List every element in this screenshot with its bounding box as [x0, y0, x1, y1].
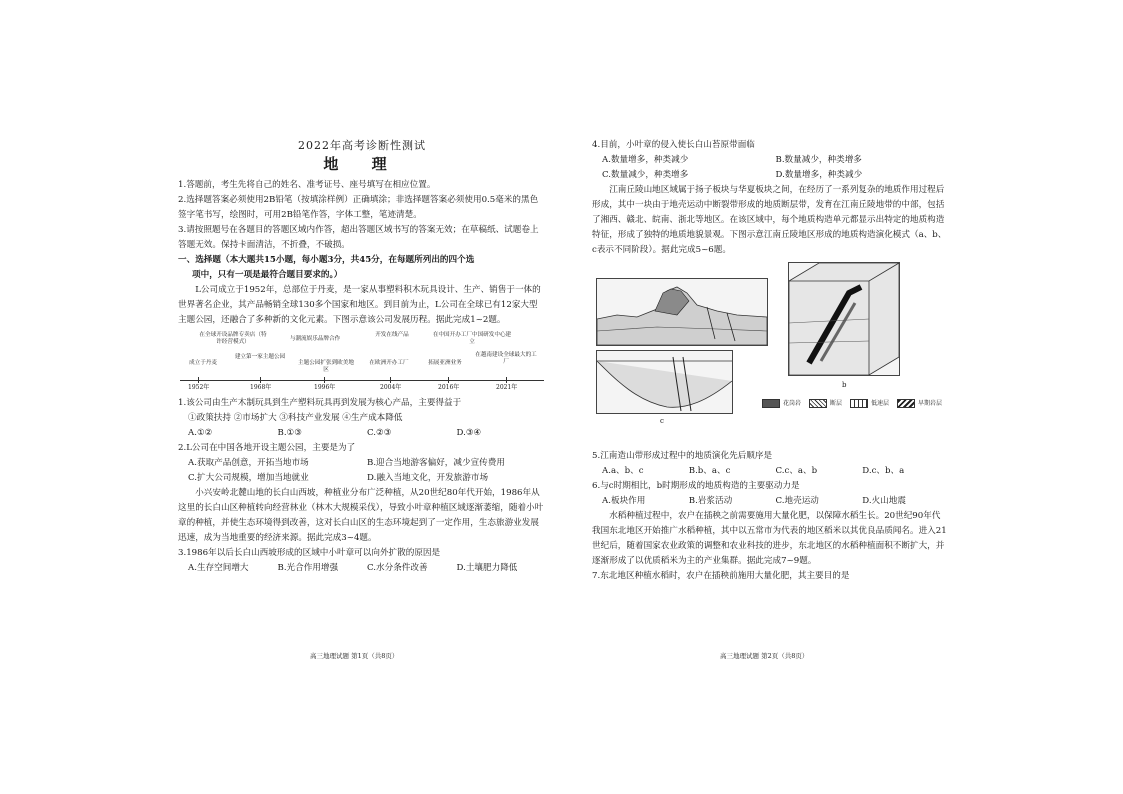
option-d: D.火山地震	[862, 496, 906, 506]
question-4-stem: 4.目前，小叶章的侵入使长白山苔原带面临	[592, 140, 755, 150]
passage-4: 水稻种植过程中，农户在插秧之前需要施用大量化肥，以保障水稻生长。20世纪90年代我国东北地区开始推广水稻种植，其中以五常市为代表的地区稻米以其优良品质闻名。进入21世纪后，随着国家农业政策的调整和农业科技的进步，东北地区的水稻种植面积不断扩大，并逐渐形成了以优质稻米为主的产业集群。据此完成7~9题。	[592, 511, 947, 566]
question-3-stem: 3.1986年以后长白山西坡形成的区域中小叶章可以向外扩散的原因是	[178, 548, 441, 558]
question-6-stem: 6.与c时期相比，b时期形成的地质构造的主要驱动力是	[592, 481, 800, 491]
option-c: C.②③	[367, 428, 392, 438]
company-timeline	[178, 332, 546, 394]
figure-panel-b	[788, 262, 900, 376]
figure-label-b: b	[842, 381, 847, 389]
question-2-stem: 2.L公司在中国各地开设主题公园，主要是为了	[178, 443, 356, 453]
instruction-1: 1.答题前，考生先将自己的姓名、准考证号、座号填写在相应位置。	[178, 180, 436, 190]
timeline-year: 2016年	[438, 384, 460, 391]
figure-a-drawing	[597, 279, 767, 345]
figure-b-drawing	[789, 263, 899, 375]
option-b: B.①③	[277, 428, 302, 438]
legend-swatch	[850, 399, 868, 408]
option-d: D.③④	[456, 428, 482, 438]
legend-item: 花岗岩	[762, 396, 801, 411]
timeline-top-event: 在全球开设品牌专卖店（特许经营模式）	[199, 332, 267, 345]
figure-c-drawing	[597, 351, 732, 413]
option-a: A.数量增多，种类减少	[602, 155, 689, 165]
legend-swatch	[809, 399, 827, 408]
legend-swatch	[897, 399, 915, 408]
option-c: C.数量减少，种类增多	[602, 170, 689, 180]
timeline-year: 1952年	[188, 384, 210, 391]
question-3-options	[178, 561, 546, 576]
timeline-mid-event: 在越南建设全球最大的工厂	[475, 352, 537, 365]
exam-title: 2022年高考诊断性测试	[298, 139, 426, 152]
option-c: C.水分条件改善	[367, 563, 428, 573]
timeline-mid-event: 在欧洲开办工厂	[369, 360, 409, 366]
timeline-mid-event: 拓展亚洲业务	[428, 360, 462, 366]
option-a: A.获取产品创意，开拓当地市场	[188, 458, 309, 468]
timeline-year: 1968年	[250, 384, 272, 391]
timeline-mid-event: 成立于丹麦	[189, 360, 217, 366]
subject-title: 地 理	[323, 155, 401, 173]
figure-legend	[762, 396, 942, 411]
passage-3: 江南丘陵山地区域属于扬子板块与华夏板块之间，在经历了一系列复杂的地质作用过程后形成，其中一块由于地壳运动中断裂带形成的地质断层带，发育在江南丘陵地带的中部，包括了湘西、赣北、皖南、浙北等地区。在该区域中，每个地质构造单元都显示出特定的地质构造特征，形成了独特的地质地貌景观。下图示意江南丘陵地区形成的地质构造演化模式（a、b、c表示不同阶段）。据此完成5~6题。	[592, 185, 947, 255]
option-b: B.迎合当地游客偏好，减少宣传费用	[367, 458, 505, 468]
option-d: D.数量增多，种类减少	[775, 170, 863, 180]
timeline-tick	[506, 377, 507, 383]
figure-label-c: c	[660, 417, 664, 425]
timeline-tick	[198, 377, 199, 383]
timeline-tick	[260, 377, 261, 383]
question-2-options	[178, 456, 546, 486]
timeline-year: 1996年	[314, 384, 336, 391]
legend-item: 低速层	[850, 396, 889, 411]
timeline-mid-event: 建立第一家主题公园	[234, 354, 286, 360]
question-1-stem: 1.该公司由生产木制玩具到生产塑料玩具再到发展为核心产品，主要得益于	[178, 398, 462, 408]
question-5-stem: 5.江南造山带形成过程中的地质演化先后顺序是	[592, 451, 773, 461]
option-d: D.c、b、a	[862, 466, 905, 476]
left-column	[178, 130, 546, 576]
question-5-options	[592, 464, 949, 479]
geology-figure	[592, 262, 949, 447]
option-a: A.①②	[188, 428, 213, 438]
legend-item: 早期岩层	[897, 396, 942, 411]
timeline-tick	[448, 377, 449, 383]
question-7-stem: 7.东北地区种植水稻时，农户在插秧前施用大量化肥，其主要目的是	[592, 571, 850, 581]
timeline-year: 2021年	[496, 384, 518, 391]
instruction-2: 2.选择题答案必须使用2B铅笔（按填涂样例）正确填涂；非选择题答案必须使用0.5毫米的黑色签字笔书写，绘图时，可用2B铅笔作答，字体工整，笔迹清楚。	[178, 195, 539, 220]
option-d: D.土壤肥力降低	[456, 563, 518, 573]
timeline-mid-event: 主题公园扩张到欧美地区	[298, 360, 354, 373]
timeline-top-event: 在中国开办工厂中国研发中心建立	[432, 332, 512, 345]
option-a: A.板块作用	[602, 496, 646, 506]
question-1-factors: ①政策扶持 ②市场扩大 ③科技产业发展 ④生产成本降低	[188, 413, 403, 423]
legend-swatch	[762, 399, 780, 408]
option-a: A.生存空间增大	[188, 563, 249, 573]
option-b: B.岩浆活动	[688, 496, 733, 506]
option-b: B.b、a、c	[688, 466, 731, 476]
option-a: A.a、b、c	[602, 466, 644, 476]
timeline-axis	[180, 380, 544, 381]
question-4-options	[592, 153, 949, 183]
timeline-tick	[390, 377, 391, 383]
option-c: C.扩大公司规模，增加当地就业	[188, 473, 309, 483]
option-d: D.融入当地文化，开发旅游市场	[367, 473, 489, 483]
figure-panel-c	[596, 350, 733, 414]
timeline-year: 2004年	[380, 384, 402, 391]
question-6-options	[592, 494, 949, 509]
instruction-3: 3.请按照题号在各题目的答题区域内作答，超出答题区域书写的答案无效；在草稿纸、试题卷上答题无效。保持卡面清洁，不折叠，不破损。	[178, 225, 539, 250]
legend-item: 断层	[809, 396, 842, 411]
footer-left: 高三地理试题 第1页（共8页）	[310, 652, 399, 660]
option-c: C.地壳运动	[775, 496, 819, 506]
footer-right: 高三地理试题 第2页（共8页）	[720, 652, 809, 660]
timeline-tick	[324, 377, 325, 383]
passage-1: L公司成立于1952年，总部位于丹麦，是一家从事塑料积木玩具设计、生产、销售于一体的世界著名企业，其产品畅销全球130多个国家和地区。到目前为止，L公司在全球已有12家大型主题公园，还融合了多种新的文化元素。下图示意该公司发展历程。据此完成1~2题。	[178, 285, 541, 325]
passage-2: 小兴安岭北麓山地的长白山西坡，种植业分布广泛种植，从20世纪80年代开始，1986年从这里的长白山区种植转向经营林业（林木大规模采伐），导致小叶章种植区域逐渐萎缩，随着小叶章的种植，并使生态环境得到改善，这对长白山区的生态环境起到了一定作用，生态旅游业发展迅速，成为当地重要的经济来源。据此完成3~4题。	[178, 488, 544, 543]
right-column	[592, 138, 949, 584]
option-b: B.光合作用增强	[277, 563, 339, 573]
question-1-options	[178, 426, 546, 441]
timeline-top-event: 开发在线产品	[375, 332, 409, 338]
option-c: C.c、a、b	[775, 466, 818, 476]
timeline-top-event: 与潮流娱乐品牌合作	[289, 336, 341, 342]
section-heading: 一、选择题（本大题共15小题，每小题3分，共45分，在每题所列出的四个选	[178, 255, 475, 265]
section-heading-cont: 项中，只有一项是最符合题目要求的。）	[192, 270, 343, 280]
option-b: B.数量减少，种类增多	[775, 155, 862, 165]
figure-panel-a	[596, 278, 768, 346]
